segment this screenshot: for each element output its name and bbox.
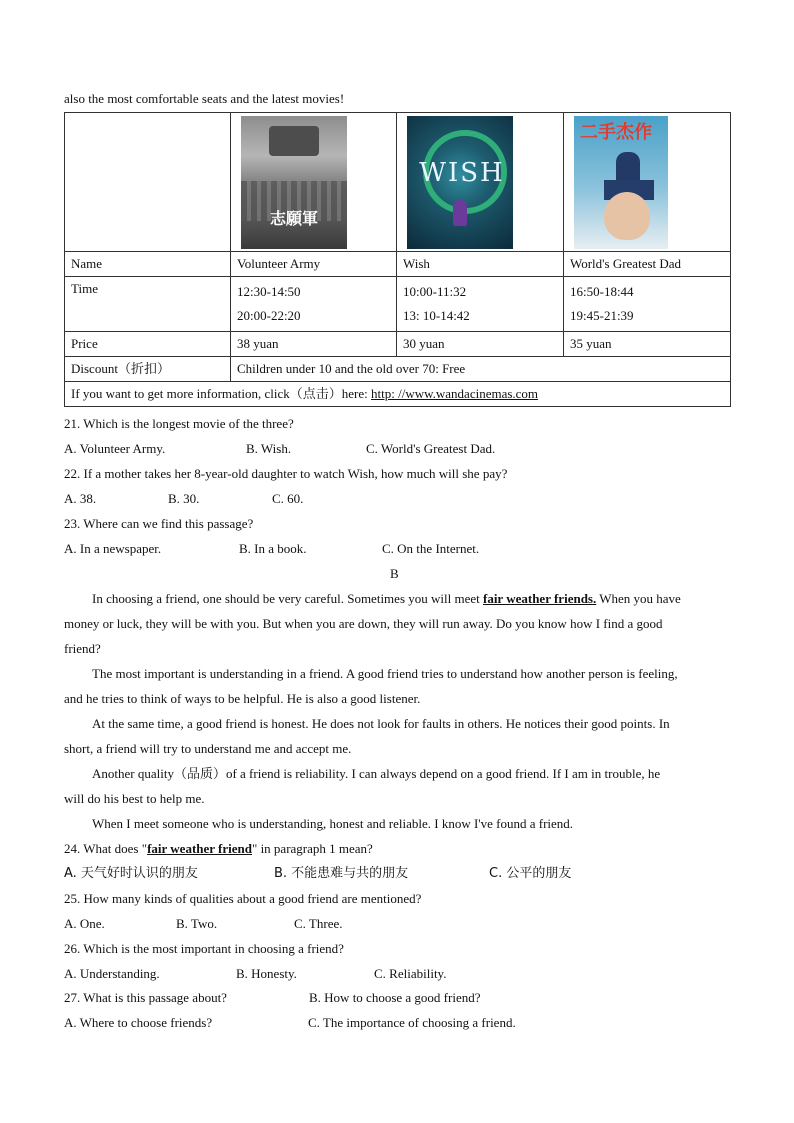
info-cell <box>65 382 731 407</box>
passage-p5-line1: When I meet someone who is understanding, honest and reliable. I know I've found a friend. <box>92 816 574 831</box>
poster-row <box>65 113 731 252</box>
price-cell: 38 yuan <box>231 332 397 357</box>
discount-label: Discount（折扣） <box>65 357 231 382</box>
discount-row <box>65 357 731 382</box>
passage-p4-line1: Another quality（品质）of a friend is reliability. I can always depend on a good friend. If I am in trouble, he <box>92 766 661 781</box>
option-c[interactable]: C. On the Internet. <box>382 541 480 556</box>
intro-line: also the most comfortable seats and the latest movies! <box>64 91 345 106</box>
option-c[interactable]: C. 60. <box>272 491 304 506</box>
name-row <box>65 252 731 277</box>
info-row <box>65 382 731 407</box>
passage-p2-line1: The most important is understanding in a friend. A good friend tries to understand how another person is feeling, <box>92 666 678 681</box>
passage-text: In choosing a friend, one should be very careful. Sometimes you will meet <box>92 591 483 606</box>
poster-title-art: 二手杰作 <box>580 121 652 143</box>
price-row <box>65 332 731 357</box>
passage-text: When you have <box>596 591 681 606</box>
fair-weather-friend-term: fair weather friend <box>147 841 253 856</box>
question-text: 24. What does " <box>64 841 148 856</box>
info-link[interactable]: http: //www.wandacinemas.com <box>371 386 539 401</box>
question-21: 21. Which is the longest movie of the three? <box>64 416 294 431</box>
option-b[interactable]: B. Two. <box>176 916 218 931</box>
question-27: 27. What is this passage about? <box>64 990 227 1005</box>
time-slot: 16:50-18:44 <box>570 284 634 299</box>
time-slot: 19:45-21:39 <box>570 308 634 323</box>
question-24 <box>64 840 373 858</box>
question-25: 25. How many kinds of qualities about a good friend are mentioned? <box>64 891 422 906</box>
option-c[interactable]: C. World's Greatest Dad. <box>366 441 496 456</box>
passage-p3-line1: At the same time, a good friend is honest. He does not look for faults in others. He notices their good points. In <box>92 716 670 731</box>
question-26: 26. Which is the most important in choosing a friend? <box>64 941 344 956</box>
option-c[interactable]: C. 公平的朋友 <box>489 866 572 881</box>
time-cell <box>397 277 564 332</box>
discount-text: Children under 10 and the old over 70: Free <box>231 357 731 382</box>
time-slot: 10:00-11:32 <box>403 284 467 299</box>
question-22: 22. If a mother takes her 8-year-old daughter to watch Wish, how much will she pay? <box>64 466 508 481</box>
time-slot: 13: 10-14:42 <box>403 308 470 323</box>
volunteer-army-poster-icon <box>241 116 347 249</box>
name-label: Name <box>65 252 231 277</box>
poster-title-art: WISH <box>419 157 505 188</box>
time-cell <box>231 277 397 332</box>
option-b[interactable]: B. 30. <box>168 491 200 506</box>
price-cell: 30 yuan <box>397 332 564 357</box>
time-row <box>65 277 731 332</box>
poster-title-art: 志願軍 <box>269 208 318 228</box>
worlds-greatest-dad-poster-icon <box>574 116 668 249</box>
name-cell: World's Greatest Dad <box>564 252 731 277</box>
option-b[interactable]: B. Wish. <box>246 441 292 456</box>
question-23: 23. Where can we find this passage? <box>64 516 254 531</box>
time-slot: 20:00-22:20 <box>237 308 301 323</box>
poster-cell-wish <box>397 113 564 252</box>
passage-p4-line2: will do his best to help me. <box>64 791 205 806</box>
option-b[interactable]: B. How to choose a good friend? <box>309 990 481 1005</box>
option-c[interactable]: C. The importance of choosing a friend. <box>308 1015 516 1030</box>
price-cell: 35 yuan <box>564 332 731 357</box>
passage-p1-line2: money or luck, they will be with you. But when you are down, they will run away. Do you know how I find a good <box>64 616 663 631</box>
option-b[interactable]: B. Honesty. <box>236 966 297 981</box>
fair-weather-friends-term: fair weather friends. <box>482 591 597 606</box>
time-slot: 12:30-14:50 <box>237 284 301 299</box>
wish-poster-icon <box>407 116 513 249</box>
info-text: If you want to get more information, click（点击）here: <box>71 386 372 401</box>
option-c[interactable]: C. Three. <box>294 916 343 931</box>
passage-p1-line3: friend? <box>64 641 101 656</box>
price-label: Price <box>65 332 231 357</box>
poster-cell-worlds-greatest-dad <box>564 113 731 252</box>
option-a[interactable]: A. Volunteer Army. <box>64 441 166 456</box>
time-label: Time <box>65 277 231 332</box>
movie-table <box>64 112 731 407</box>
passage-p2-line2: and he tries to think of ways to be helpful. He is also a good listener. <box>64 691 421 706</box>
option-a[interactable]: A. Understanding. <box>64 966 160 981</box>
empty-corner-cell <box>65 113 231 252</box>
option-b[interactable]: B. 不能患难与共的朋友 <box>274 866 409 881</box>
passage-p3-line2: short, a friend will try to understand me and accept me. <box>64 741 352 756</box>
option-b[interactable]: B. In a book. <box>239 541 307 556</box>
name-cell: Volunteer Army <box>231 252 397 277</box>
option-a[interactable]: A. In a newspaper. <box>64 541 162 556</box>
passage-p1-line1 <box>92 590 681 608</box>
option-c[interactable]: C. Reliability. <box>374 966 447 981</box>
option-a[interactable]: A. 天气好时认识的朋友 <box>64 866 198 881</box>
option-a[interactable]: A. Where to choose friends? <box>64 1015 213 1030</box>
section-b-heading: B <box>390 566 399 581</box>
question-text: " in paragraph 1 mean? <box>252 841 373 856</box>
option-a[interactable]: A. 38. <box>64 491 97 506</box>
poster-cell-volunteer-army <box>231 113 397 252</box>
time-cell <box>564 277 731 332</box>
name-cell: Wish <box>397 252 564 277</box>
option-a[interactable]: A. One. <box>64 916 105 931</box>
